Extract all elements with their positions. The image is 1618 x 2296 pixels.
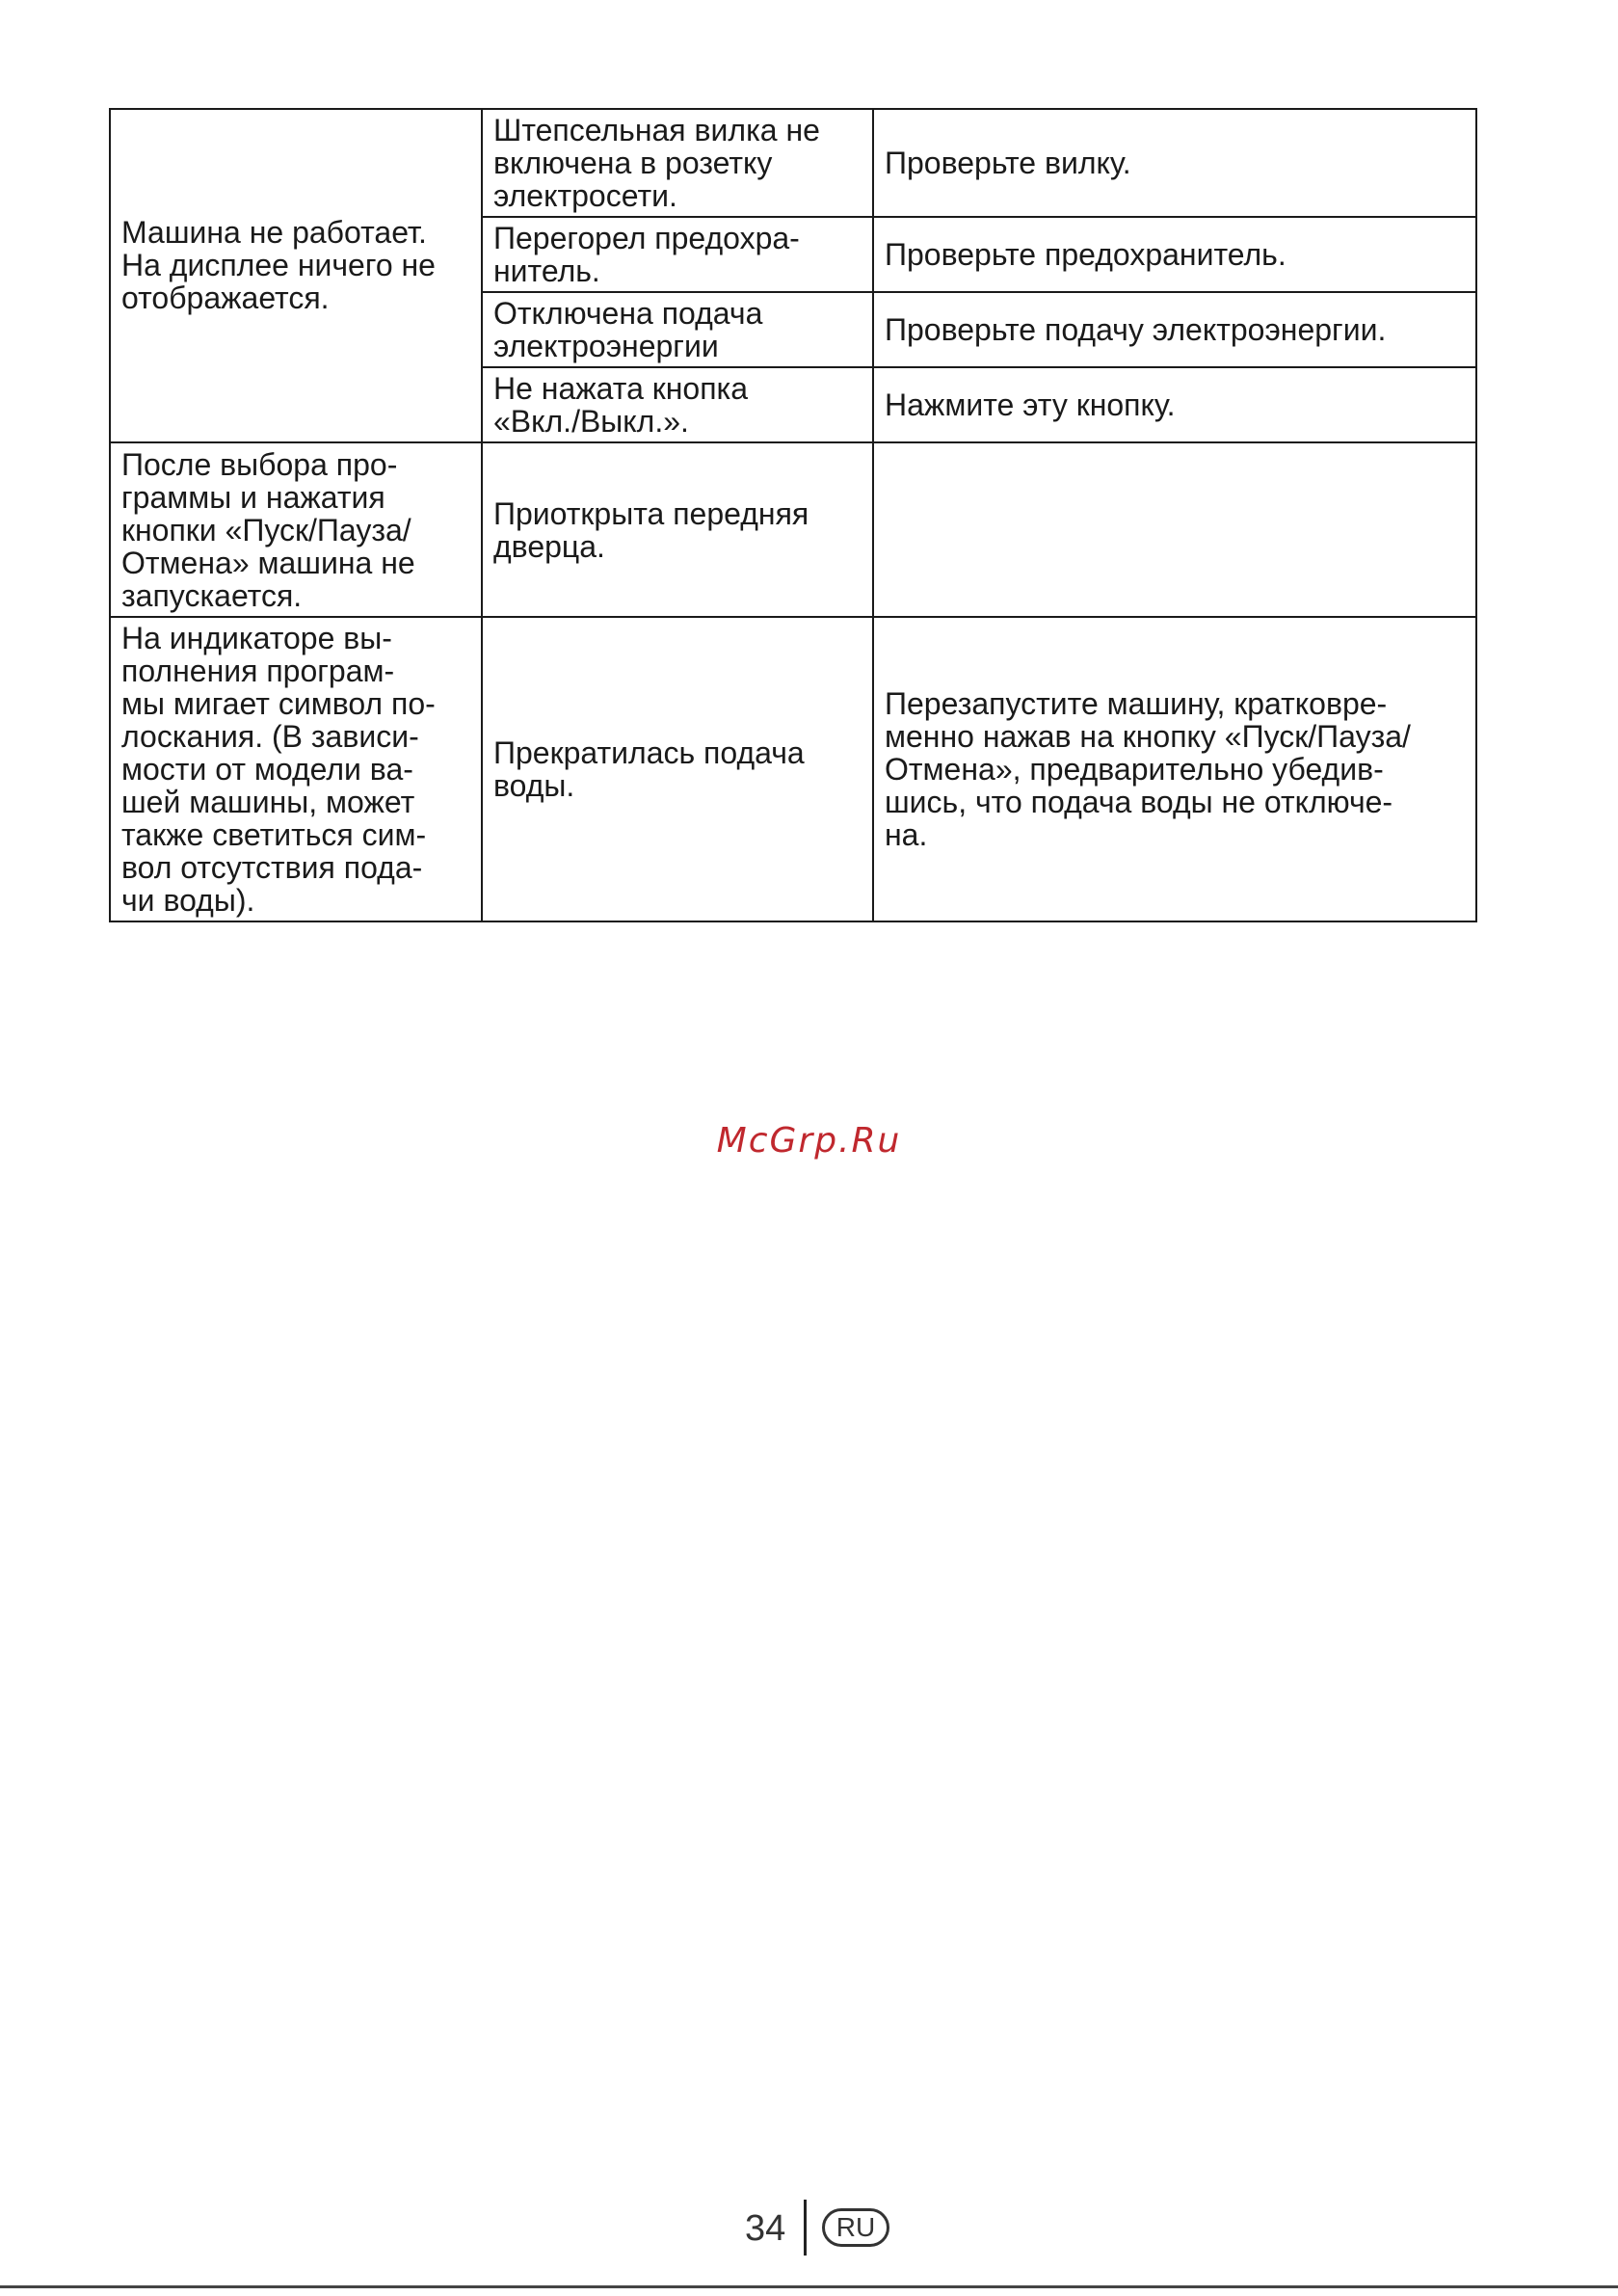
cause-cell — [482, 217, 873, 292]
cause-text: Штепсельная вилка не включена в розетку электросети. — [493, 113, 820, 213]
solution-text: Перезапустите машину, кратковре- менно нажав на кнопку «Пуск/Пауза/ Отмена», предварительно убедив- шись, что подача воды не отключе- на. — [885, 686, 1411, 852]
table-row — [110, 442, 1476, 617]
table-row — [110, 109, 1476, 217]
solution-cell — [873, 217, 1476, 292]
solution-text: Нажмите эту кнопку. — [885, 387, 1176, 422]
cause-cell — [482, 442, 873, 617]
cause-text: Приоткрыта передняя дверца. — [493, 495, 809, 564]
cause-cell — [482, 367, 873, 442]
problem-text: На индикаторе вы- полнения програм- мы мигает символ по- лоскания. (В зависи- мости от модели ва- шей машины, может также светиться сим- вол отсутствия пода- чи воды). — [121, 621, 436, 918]
watermark: McGrp.Ru — [716, 1121, 902, 1161]
page-number: 34 — [745, 2208, 786, 2249]
page-footer — [0, 2200, 1618, 2257]
problem-cell — [110, 442, 482, 617]
cause-cell — [482, 292, 873, 367]
language-badge: RU — [822, 2208, 889, 2247]
problem-cell — [110, 109, 482, 442]
solution-text: Проверьте предохранитель. — [885, 237, 1286, 272]
troubleshooting-table — [109, 108, 1477, 922]
cause-text: Перегорел предохра- нитель. — [493, 221, 800, 288]
bottom-rule — [0, 2285, 1618, 2288]
problem-cell — [110, 617, 482, 921]
solution-cell — [873, 442, 1476, 617]
cause-cell — [482, 109, 873, 217]
problem-text: После выбора про- граммы и нажатия кнопки «Пуск/Пауза/ Отмена» машина не запускается. — [121, 446, 415, 613]
solution-cell — [873, 292, 1476, 367]
footer-divider — [804, 2200, 807, 2256]
solution-text: Проверьте вилку. — [885, 146, 1131, 180]
cause-text: Не нажата кнопка «Вкл./Выкл.». — [493, 371, 749, 439]
solution-cell — [873, 617, 1476, 921]
problem-text: Машина не работает. На дисплее ничего не отображается. — [121, 215, 436, 315]
solution-text: Проверьте подачу электроэнергии. — [885, 312, 1387, 347]
cause-cell — [482, 617, 873, 921]
table-row — [110, 617, 1476, 921]
solution-cell — [873, 367, 1476, 442]
cause-text: Прекратилась подача воды. — [493, 735, 805, 803]
cause-text: Отключена подача электроэнергии — [493, 296, 763, 363]
solution-cell — [873, 109, 1476, 217]
